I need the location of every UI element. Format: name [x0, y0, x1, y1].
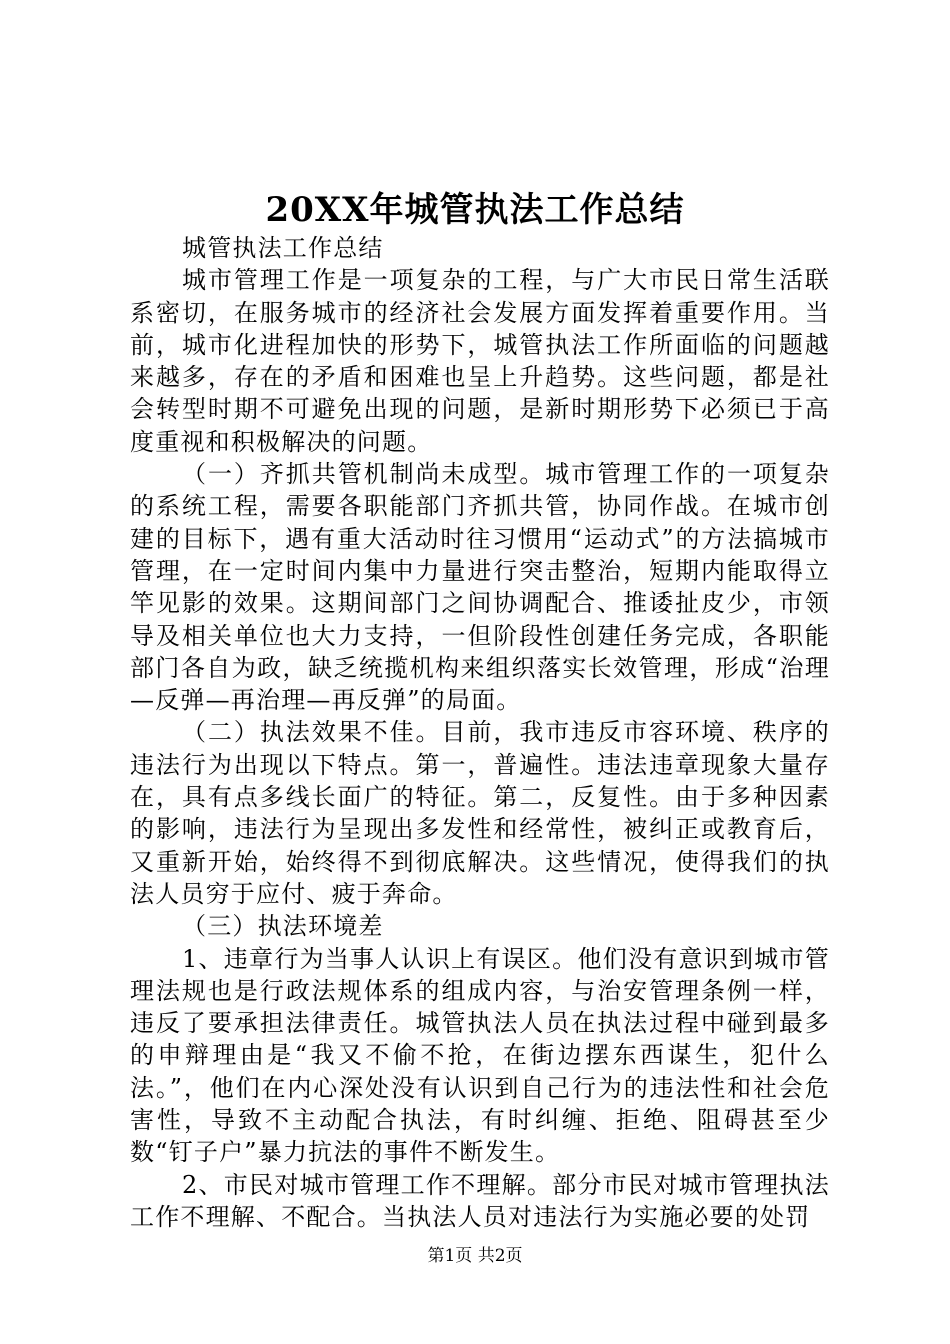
paragraph: （一）齐抓共管机制尚未成型。城市管理工作的一项复杂的系统工程，需要各职能部门齐抓共管，协同作战。在城市创建的目标下，遇有重大活动时往习惯用“运动式”的方法搞城市管理，在一定时间内集中力量进行突击整治，短期内能取得立竿见影的效果。这期间部门之间协调配合、推诿扯皮少，市领导及相关单位也大力支持，一但阶段性创建任务完成，各职能部门各自为政，缺乏统揽机构来组织落实长效管理，形成“治理—反弹—再治理—再反弹”的局面。 — [130, 460, 830, 715]
paragraph: 1、违章行为当事人认识上有误区。他们没有意识到城市管理法规也是行政法规体系的组成内容，与治安管理条例一样，违反了要承担法律责任。城管执法人员在执法过程中碰到最多的申辩理由是“我又不偷不抢，在街边摆东西谋生，犯什么法。”，他们在内心深处没有认识到自己行为的违法性和社会危害性，导致不主动配合执法，有时纠缠、拒绝、阻碍甚至少数“钉子户”暴力抗法的事件不断发生。 — [130, 944, 830, 1167]
page-footer: 第1页 共2页 — [427, 1246, 523, 1266]
section-heading: （三）执法环境差 — [182, 912, 384, 941]
section-heading: 城管执法工作总结 — [182, 234, 384, 262]
paragraph: 2、市民对城市管理工作不理解。部分市民对城市管理执法工作不理解、不配合。当执法人员对违法行为实施必要的处罚 — [130, 1170, 830, 1231]
paragraph: （二）执法效果不佳。目前，我市违反市容环境、秩序的违法行为出现以下特点。第一，普遍性。违法违章现象大量存在，具有点多线长面广的特征。第二，反复性。由于多种因素的影响，违法行为呈现出多发性和经常性，被纠正或教育后，又重新开始，始终得不到彻底解决。这些情况，使得我们的执法人员穷于应付、疲于奔命。 — [130, 718, 830, 908]
document-title: 20XX年城管执法工作总结 — [265, 190, 685, 230]
document-body — [130, 232, 830, 1233]
paragraph: 城市管理工作是一项复杂的工程，与广大市民日常生活联系密切，在服务城市的经济社会发展方面发挥着重要作用。当前，城市化进程加快的形势下，城管执法工作所面临的问题越来越多，存在的矛盾和困难也呈上升趋势。这些问题，都是社会转型时期不可避免出现的问题，是新时期形势下必须已于高度重视和积极解决的问题。 — [130, 266, 830, 456]
